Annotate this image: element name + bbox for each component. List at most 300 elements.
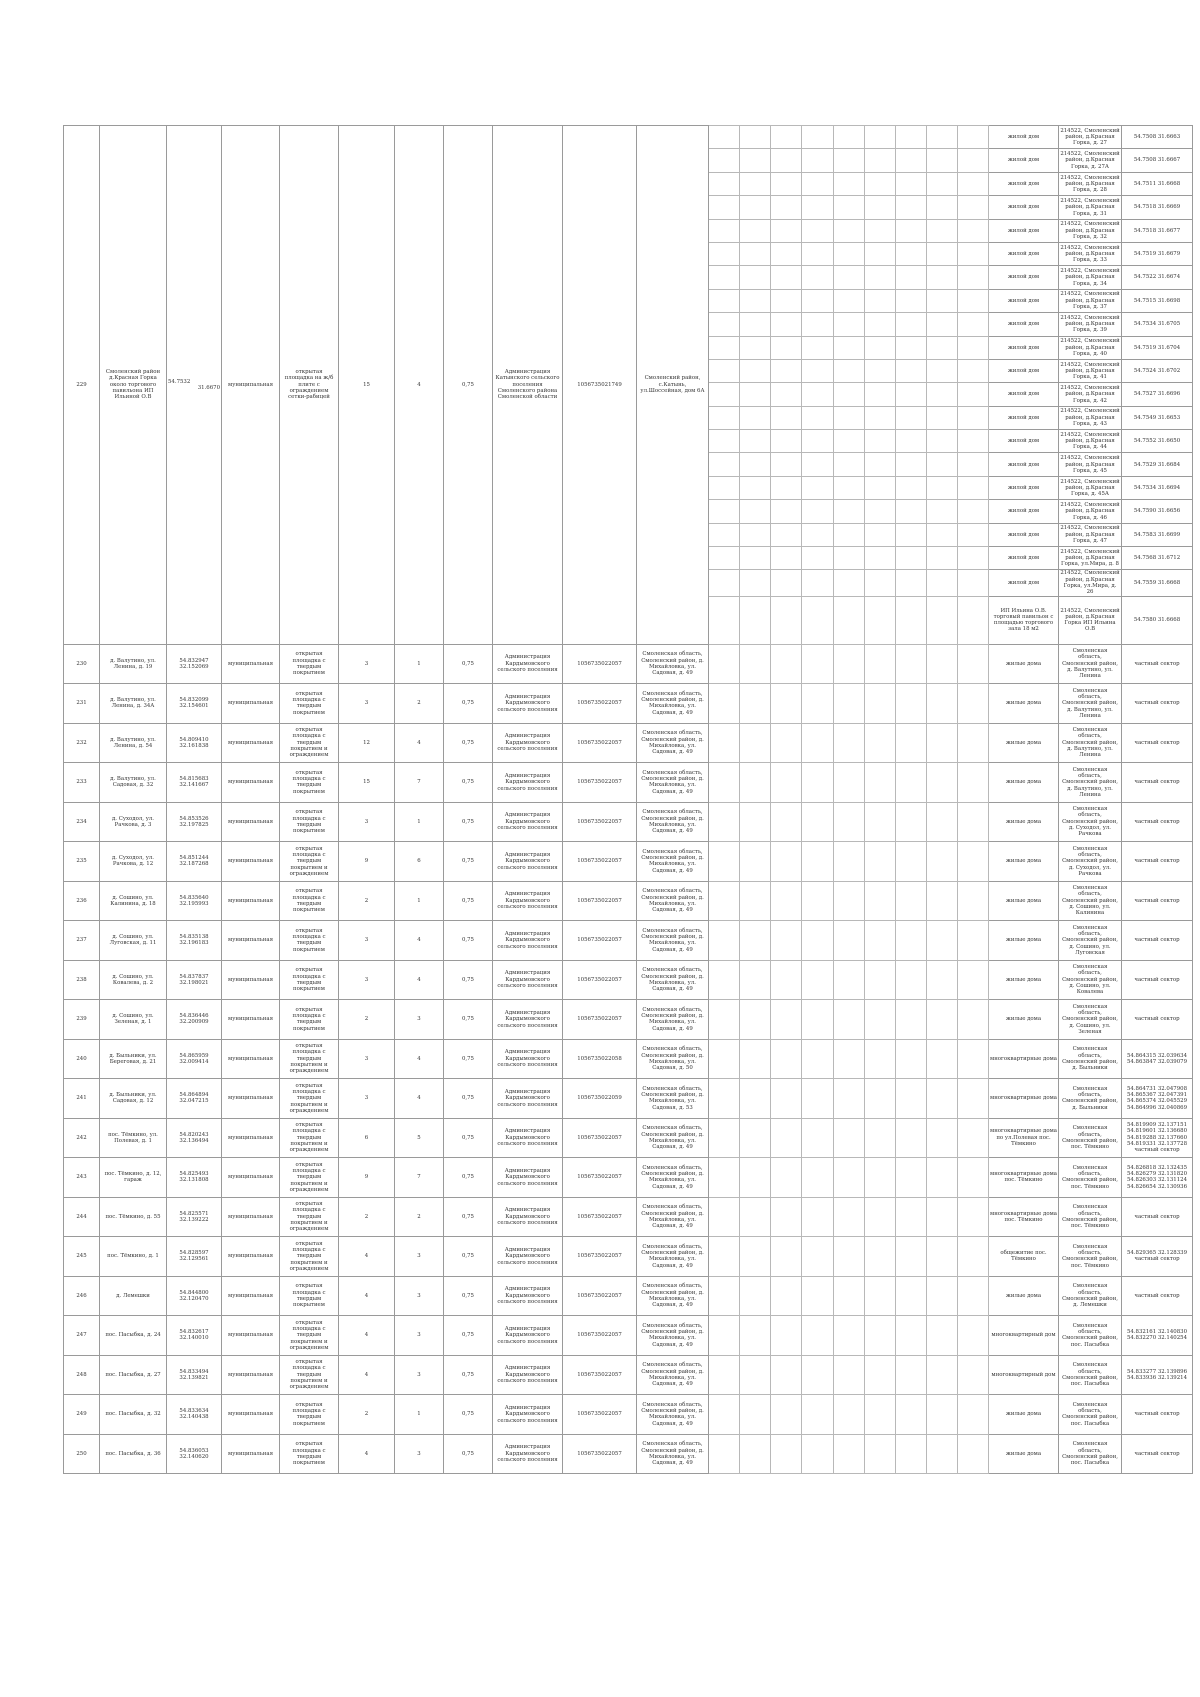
row-number: 237 (64, 921, 100, 961)
source-address: 214522, Смоленский район, д.Красная Горка, д. 33 (1059, 242, 1122, 265)
container-count: 3 (395, 1237, 444, 1277)
blank-cell (834, 196, 865, 219)
blank-cell (709, 149, 740, 172)
site-coordinates: 54.851244 32.187268 (167, 842, 222, 882)
blank-cell (927, 1158, 958, 1198)
cover-type: открытая площадка с твердым покрытием и ограждением (280, 1079, 339, 1119)
longitude: 31.6670 (197, 384, 220, 391)
container-volume: 0,75 (444, 1158, 493, 1198)
blank-cell (958, 126, 989, 149)
blank-cell (834, 149, 865, 172)
owner-address: Смоленская область, Смоленский район, д. Михайловка, ул. Садовая, д. 53 (637, 1079, 709, 1119)
blank-cell (927, 359, 958, 382)
blank-cell (958, 1276, 989, 1316)
blank-cell (709, 802, 740, 842)
source-type: жилой дом (989, 219, 1059, 242)
blank-cell (896, 1355, 927, 1395)
blank-cell (709, 172, 740, 195)
blank-cell (896, 1395, 927, 1435)
container-count: 7 (395, 763, 444, 803)
blank-cell (896, 1158, 927, 1198)
blank-cell (865, 1079, 896, 1119)
source-address: 214522, Смоленский район, д.Красная Горка, д. 31 (1059, 196, 1122, 219)
ownership: муниципальная (222, 921, 280, 961)
blank-cell (927, 172, 958, 195)
blank-cell (709, 406, 740, 429)
blank-cell (709, 763, 740, 803)
blank-cell (771, 1355, 802, 1395)
site-address: д. Валутино, ул. Садовая, д. 32 (100, 763, 167, 803)
blank-cell (802, 500, 834, 523)
blank-cell (865, 1355, 896, 1395)
blank-cell (709, 921, 740, 961)
blank-cell (927, 523, 958, 546)
row-number: 233 (64, 763, 100, 803)
blank-cell (740, 1118, 771, 1158)
source-type: жилые дома (989, 842, 1059, 882)
blank-cell (740, 219, 771, 242)
blank-cell (896, 921, 927, 961)
blank-cell (709, 219, 740, 242)
owner-ogrn: 1056735022057 (563, 644, 637, 684)
blank-cell (896, 219, 927, 242)
ownership: муниципальная (222, 1039, 280, 1079)
source-coordinates: частный сектор (1122, 881, 1193, 921)
source-address: Смоленская область, Смоленский район, д. Сошино, ул. Луговская (1059, 921, 1122, 961)
source-type: общежитие пос. Тёмкино (989, 1237, 1059, 1277)
owner-address: Смоленская область, Смоленский район, д. Михайловка, ул. Садовая, д. 49 (637, 1197, 709, 1237)
site-coordinates: 54.844800 32.120470 (167, 1276, 222, 1316)
blank-cell (958, 596, 989, 644)
blank-cell (896, 1434, 927, 1474)
blank-cell (958, 383, 989, 406)
blank-cell (771, 570, 802, 596)
site-address: д. Быльники, ул. Садовая, д. 12 (100, 1079, 167, 1119)
cover-type: открытая площадка с твердым покрытием (280, 1000, 339, 1040)
source-address: Смоленская область, Смоленский район, д. Суходол, ул. Рачкова (1059, 842, 1122, 882)
blank-cell (927, 126, 958, 149)
owner-ogrn: 1056735022057 (563, 1395, 637, 1435)
container-count: 2 (395, 1197, 444, 1237)
container-count: 3 (395, 1276, 444, 1316)
blank-cell (740, 547, 771, 570)
blank-cell (927, 763, 958, 803)
blank-cell (802, 1395, 834, 1435)
source-address: 214522, Смоленский район, д.Красная Горка, д. 32 (1059, 219, 1122, 242)
table-row (64, 1197, 1193, 1237)
blank-cell (927, 1000, 958, 1040)
blank-cell (802, 313, 834, 336)
ownership: муниципальная (222, 684, 280, 724)
blank-cell (865, 523, 896, 546)
container-count: 1 (395, 644, 444, 684)
blank-cell (709, 1197, 740, 1237)
site-coordinates: 54.835138 32.196183 (167, 921, 222, 961)
blank-cell (709, 644, 740, 684)
blank-cell (709, 313, 740, 336)
blank-cell (802, 1237, 834, 1277)
container-count: 4 (395, 1039, 444, 1079)
blank-cell (771, 1039, 802, 1079)
blank-cell (896, 406, 927, 429)
source-coordinates: 54.7580 31.6668 (1122, 596, 1193, 644)
row-number: 235 (64, 842, 100, 882)
blank-cell (709, 1316, 740, 1356)
blank-cell (958, 476, 989, 499)
blank-cell (740, 1039, 771, 1079)
area: 15 (339, 763, 395, 803)
blank-cell (802, 523, 834, 546)
ownership: муниципальная (222, 1395, 280, 1435)
blank-cell (834, 1039, 865, 1079)
owner-ogrn: 1056735022057 (563, 763, 637, 803)
source-coordinates: 54.7508 31.6667 (1122, 149, 1193, 172)
blank-cell (958, 881, 989, 921)
blank-cell (865, 1276, 896, 1316)
container-volume: 0,75 (444, 1197, 493, 1237)
source-type: жилой дом (989, 149, 1059, 172)
blank-cell (771, 149, 802, 172)
site-coordinates: 54.836053 32.140620 (167, 1434, 222, 1474)
blank-cell (771, 881, 802, 921)
blank-cell (771, 289, 802, 312)
blank-cell (709, 1118, 740, 1158)
blank-cell (958, 1118, 989, 1158)
site-coordinates: 54.853526 32.197825 (167, 802, 222, 842)
row-number: 247 (64, 1316, 100, 1356)
source-type: многоквартирный дом (989, 1355, 1059, 1395)
owner-ogrn: 1056735022059 (563, 1079, 637, 1119)
blank-cell (865, 596, 896, 644)
blank-cell (771, 802, 802, 842)
site-address: пос. Пасыбка, д. 27 (100, 1355, 167, 1395)
blank-cell (896, 960, 927, 1000)
blank-cell (740, 1316, 771, 1356)
row-number: 236 (64, 881, 100, 921)
cover-type: открытая площадка с твердым покрытием и ограждением (280, 1197, 339, 1237)
blank-cell (927, 1434, 958, 1474)
blank-cell (927, 430, 958, 453)
blank-cell (709, 596, 740, 644)
blank-cell (896, 172, 927, 195)
row-number: 238 (64, 960, 100, 1000)
blank-cell (958, 336, 989, 359)
blank-cell (740, 802, 771, 842)
blank-cell (740, 313, 771, 336)
blank-cell (958, 523, 989, 546)
blank-cell (865, 242, 896, 265)
owner-address: Смоленская область, Смоленский район, д. Михайловка, ул. Садовая, д. 49 (637, 1395, 709, 1435)
row-number: 242 (64, 1118, 100, 1158)
ownership: муниципальная (222, 842, 280, 882)
source-type: многоквартирные дома (989, 1039, 1059, 1079)
blank-cell (771, 1316, 802, 1356)
blank-cell (865, 196, 896, 219)
area: 2 (339, 1395, 395, 1435)
source-address: 214522, Смоленский район, д.Красная Горка, д. 28 (1059, 172, 1122, 195)
source-address: Смоленская область, Смоленский район, пос. Пасыбка (1059, 1355, 1122, 1395)
ownership: муниципальная (222, 1000, 280, 1040)
cover-type: открытая площадка с твердым покрытием (280, 960, 339, 1000)
site-coordinates: 54.825493 32.131808 (167, 1158, 222, 1198)
blank-cell (771, 126, 802, 149)
blank-cell (958, 359, 989, 382)
site-coordinates: 54.815683 32.141667 (167, 763, 222, 803)
blank-cell (958, 723, 989, 763)
source-coordinates: частный сектор (1122, 842, 1193, 882)
source-address: 214522, Смоленский район, д.Красная Горка, д. 45 (1059, 453, 1122, 476)
blank-cell (802, 149, 834, 172)
source-type: жилые дома (989, 723, 1059, 763)
blank-cell (958, 1434, 989, 1474)
site-coordinates: 54.835640 32.195993 (167, 881, 222, 921)
blank-cell (740, 289, 771, 312)
container-volume: 0,75 (444, 644, 493, 684)
blank-cell (740, 881, 771, 921)
table-row (64, 1237, 1193, 1277)
blank-cell (771, 1197, 802, 1237)
owner-ogrn: 1056735022057 (563, 1316, 637, 1356)
row-number: 229 (64, 126, 100, 645)
source-type: жилой дом (989, 336, 1059, 359)
row-number: 249 (64, 1395, 100, 1435)
source-address: Смоленская область, Смоленский район, пос. Пасыбка (1059, 1434, 1122, 1474)
blank-cell (771, 1079, 802, 1119)
blank-cell (834, 921, 865, 961)
owner-name: Администрация Кардымовского сельского поселения (493, 684, 563, 724)
blank-cell (958, 1039, 989, 1079)
ownership: муниципальная (222, 644, 280, 684)
source-address: Смоленская область, Смоленский район, д. Сошино, ул. Калинина (1059, 881, 1122, 921)
blank-cell (865, 684, 896, 724)
owner-ogrn: 1056735022058 (563, 1039, 637, 1079)
source-coordinates: частный сектор (1122, 644, 1193, 684)
blank-cell (896, 644, 927, 684)
row-number: 241 (64, 1079, 100, 1119)
blank-cell (958, 172, 989, 195)
blank-cell (958, 149, 989, 172)
blank-cell (958, 289, 989, 312)
table-row (64, 723, 1193, 763)
blank-cell (834, 1395, 865, 1435)
container-count: 3 (395, 1316, 444, 1356)
owner-address: Смоленская область, Смоленский район, д. Михайловка, ул. Садовая, д. 49 (637, 842, 709, 882)
blank-cell (802, 763, 834, 803)
blank-cell (740, 196, 771, 219)
site-address: д. Сошино, ул. Ковалева, д. 2 (100, 960, 167, 1000)
container-count: 4 (395, 960, 444, 1000)
source-type: жилые дома (989, 960, 1059, 1000)
source-address: Смоленская область, Смоленский район, пос. Пасыбка (1059, 1316, 1122, 1356)
owner-name: Администрация Кардымовского сельского поселения (493, 1395, 563, 1435)
source-coordinates: 54.7534 31.6705 (1122, 313, 1193, 336)
blank-cell (709, 476, 740, 499)
container-volume: 0,75 (444, 802, 493, 842)
row-number: 230 (64, 644, 100, 684)
blank-cell (834, 1276, 865, 1316)
blank-cell (740, 1395, 771, 1435)
blank-cell (740, 242, 771, 265)
row-number: 232 (64, 723, 100, 763)
source-address: 214522, Смоленский район, д.Красная Горка, д. 42 (1059, 383, 1122, 406)
row-number: 243 (64, 1158, 100, 1198)
latitude: 54.7532 (168, 378, 191, 385)
site-coordinates: 54.836446 32.200909 (167, 1000, 222, 1040)
blank-cell (927, 570, 958, 596)
blank-cell (896, 266, 927, 289)
ownership: муниципальная (222, 1197, 280, 1237)
blank-cell (771, 336, 802, 359)
blank-cell (771, 500, 802, 523)
source-address: 214522, Смоленский район, д.Красная Горка, д. 41 (1059, 359, 1122, 382)
blank-cell (834, 644, 865, 684)
blank-cell (958, 547, 989, 570)
owner-name: Администрация Кардымовского сельского поселения (493, 1237, 563, 1277)
blank-cell (958, 570, 989, 596)
owner-address: Смоленская область, Смоленский район, д. Михайловка, ул. Садовая, д. 49 (637, 1355, 709, 1395)
cover-type: открытая площадка с твердым покрытием и ограждением (280, 723, 339, 763)
blank-cell (771, 313, 802, 336)
blank-cell (802, 1079, 834, 1119)
blank-cell (927, 547, 958, 570)
blank-cell (927, 842, 958, 882)
blank-cell (896, 1079, 927, 1119)
source-coordinates: 54.7527 31.6696 (1122, 383, 1193, 406)
blank-cell (834, 172, 865, 195)
blank-cell (834, 1118, 865, 1158)
blank-cell (865, 453, 896, 476)
blank-cell (771, 1000, 802, 1040)
area: 3 (339, 684, 395, 724)
blank-cell (740, 476, 771, 499)
blank-cell (896, 1316, 927, 1356)
blank-cell (709, 1355, 740, 1395)
blank-cell (834, 1355, 865, 1395)
owner-address: Смоленская область, Смоленский район, д. Михайловка, ул. Садовая, д. 49 (637, 644, 709, 684)
blank-cell (709, 723, 740, 763)
blank-cell (865, 802, 896, 842)
blank-cell (709, 383, 740, 406)
container-volume: 0,75 (444, 1079, 493, 1119)
source-type: жилой дом (989, 172, 1059, 195)
owner-name: Администрация Кардымовского сельского поселения (493, 644, 563, 684)
area: 9 (339, 1158, 395, 1198)
blank-cell (927, 596, 958, 644)
table-row (64, 1316, 1193, 1356)
blank-cell (865, 1237, 896, 1277)
blank-cell (834, 266, 865, 289)
source-address: 214522, Смоленский район, д.Красная Горка, ул.Мира, д. 8 (1059, 547, 1122, 570)
blank-cell (927, 684, 958, 724)
owner-address: Смоленская область, Смоленский район, д. Михайловка, ул. Садовая, д. 49 (637, 1316, 709, 1356)
blank-cell (958, 500, 989, 523)
owner-ogrn: 1056735022057 (563, 1000, 637, 1040)
source-type: жилой дом (989, 196, 1059, 219)
blank-cell (740, 1355, 771, 1395)
source-type: многоквартирные дома пос. Тёмкино (989, 1197, 1059, 1237)
blank-cell (740, 763, 771, 803)
blank-cell (740, 684, 771, 724)
source-address: 214522, Смоленский район, д.Красная Горка, д. 27 (1059, 126, 1122, 149)
container-count: 4 (395, 723, 444, 763)
blank-cell (802, 196, 834, 219)
blank-cell (740, 126, 771, 149)
cover-type: открытая площадка с твердым покрытием (280, 1395, 339, 1435)
source-coordinates: 54.832161 32.140830 54.832270 32.140254 (1122, 1316, 1193, 1356)
container-volume: 0,75 (444, 1395, 493, 1435)
blank-cell (771, 1118, 802, 1158)
blank-cell (896, 723, 927, 763)
blank-cell (834, 242, 865, 265)
owner-name: Администрация Кардымовского сельского поселения (493, 881, 563, 921)
blank-cell (958, 1197, 989, 1237)
blank-cell (896, 196, 927, 219)
source-coordinates: 54.7519 31.6704 (1122, 336, 1193, 359)
source-coordinates: частный сектор (1122, 1000, 1193, 1040)
blank-cell (709, 1079, 740, 1119)
source-address: 214522, Смоленский район, д.Красная Горка, д. 43 (1059, 406, 1122, 429)
blank-cell (709, 1237, 740, 1277)
blank-cell (802, 172, 834, 195)
area: 3 (339, 644, 395, 684)
source-coordinates: частный сектор (1122, 723, 1193, 763)
blank-cell (709, 500, 740, 523)
container-volume: 0,75 (444, 1039, 493, 1079)
container-count: 3 (395, 1434, 444, 1474)
blank-cell (896, 336, 927, 359)
blank-cell (771, 1395, 802, 1435)
ownership: муниципальная (222, 1276, 280, 1316)
blank-cell (927, 1197, 958, 1237)
blank-cell (865, 960, 896, 1000)
ownership: муниципальная (222, 960, 280, 1000)
row-number: 244 (64, 1197, 100, 1237)
blank-cell (865, 430, 896, 453)
ownership: муниципальная (222, 1158, 280, 1198)
table-row (64, 763, 1193, 803)
blank-cell (865, 219, 896, 242)
owner-ogrn: 1056735022057 (563, 1158, 637, 1198)
cover-type: открытая площадка с твердым покрытием и ограждением (280, 1237, 339, 1277)
blank-cell (865, 1434, 896, 1474)
blank-cell (927, 644, 958, 684)
blank-cell (927, 1118, 958, 1158)
cover-type: открытая площадка с твердым покрытием и ограждением (280, 1355, 339, 1395)
source-address: 214522, Смоленский район, д.Красная Горка, д. 34 (1059, 266, 1122, 289)
site-address: д. Сошино, ул. Зеленая, д. 1 (100, 1000, 167, 1040)
owner-address: Смоленская область, Смоленский район, д. Михайловка, ул. Садовая, д. 49 (637, 1118, 709, 1158)
blank-cell (740, 1237, 771, 1277)
blank-cell (802, 570, 834, 596)
source-type: жилой дом (989, 547, 1059, 570)
blank-cell (709, 523, 740, 546)
owner-address: Смоленская область, Смоленский район, д. Михайловка, ул. Садовая, д. 49 (637, 723, 709, 763)
source-address: Смоленская область, Смоленский район, д. Быльники (1059, 1039, 1122, 1079)
site-address: д. Быльники, ул. Береговая, д. 21 (100, 1039, 167, 1079)
blank-cell (709, 242, 740, 265)
container-count: 1 (395, 881, 444, 921)
table-row (64, 881, 1193, 921)
blank-cell (958, 196, 989, 219)
container-volume: 0,75 (444, 960, 493, 1000)
blank-cell (865, 1197, 896, 1237)
site-address: д. Валутино, ул. Ленина, д. 54 (100, 723, 167, 763)
area: 6 (339, 1118, 395, 1158)
blank-cell (927, 1316, 958, 1356)
blank-cell (771, 1434, 802, 1474)
blank-cell (896, 242, 927, 265)
site-address: пос. Пасыбка, д. 32 (100, 1395, 167, 1435)
